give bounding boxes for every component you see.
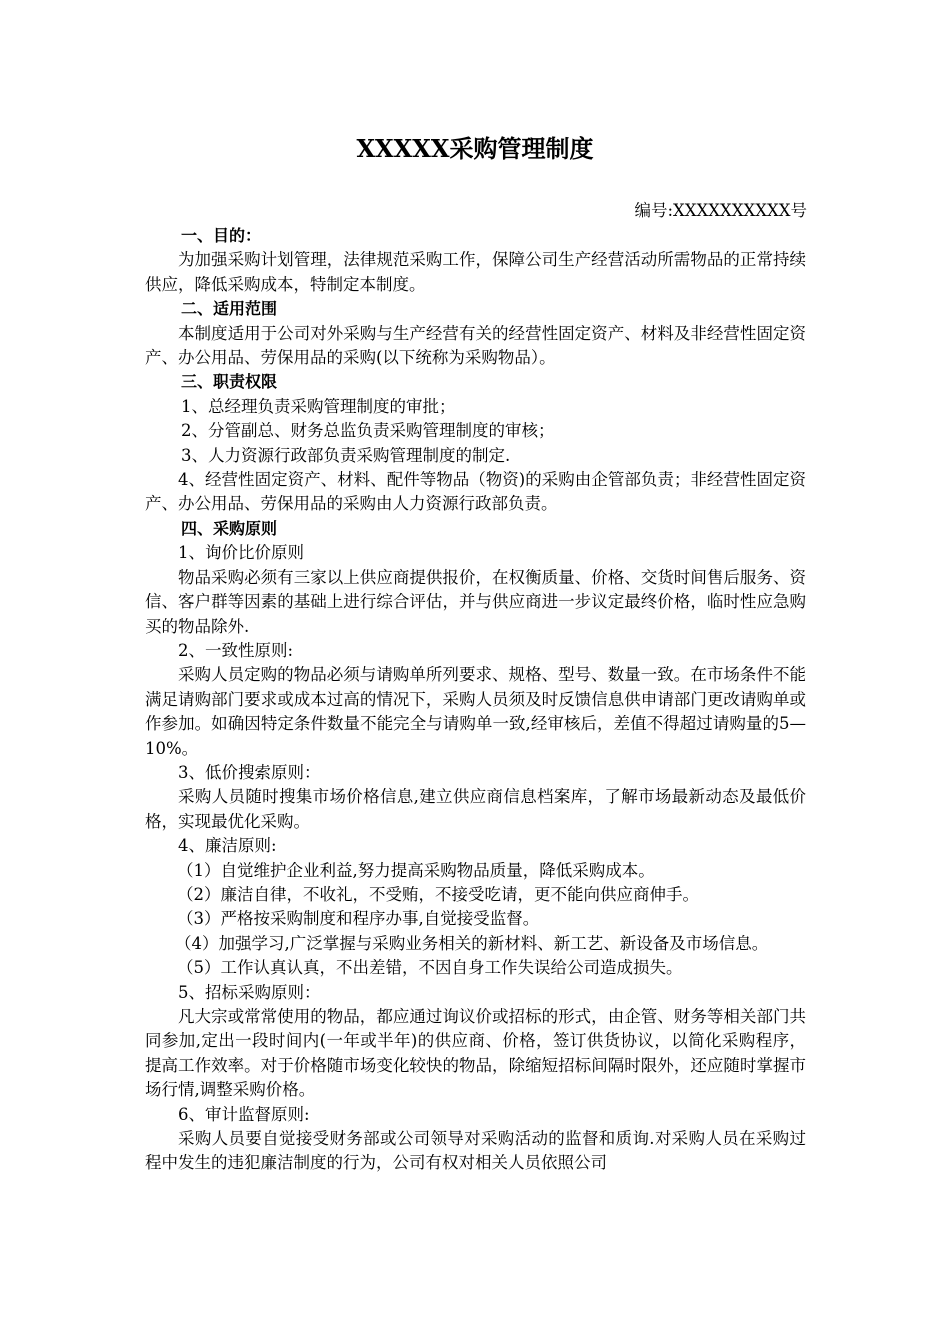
- section-heading-responsibilities: 三、职责权限: [181, 372, 278, 392]
- paragraph: 采购人员定购的物品必须与请购单所列要求、规格、型号、数量一致。在市场条件不能满足请购部门要求或成本过高的情况下，采购人员须及时反馈信息供申请部门更改请购单或作参加。如确因特定条件数量不能完全与请购单一致,经审核后，差值不得超过请购量的5—10%。: [145, 665, 806, 758]
- paragraph: 采购人员要自觉接受财务部或公司领导对采购活动的监督和质询.对采购人员在采购过程中发生的违犯廉洁制度的行为，公司有权对相关人员依照公司: [145, 1129, 806, 1173]
- paragraph: 本制度适用于公司对外采购与生产经营有关的经营性固定资产、材料及非经营性固定资产、办公用品、劳保用品的采购(以下统称为采购物品）。: [145, 323, 806, 368]
- list-item: （1）自觉维护企业利益,努力提高采购物品质量，降低采购成本。: [177, 860, 655, 880]
- section-heading-principles: 四、采购原则: [181, 518, 278, 538]
- subsection-title: 3、低价搜索原则：: [178, 762, 321, 782]
- list-item: （3）严格按采购制度和程序办事,自觉接受监督。: [177, 909, 540, 929]
- subsection-title: 5、招标采购原则：: [178, 982, 321, 1002]
- list-item: 3、人力资源行政部负责采购管理制度的制定.: [181, 445, 511, 465]
- subsection-title: 6、审计监督原则:: [178, 1104, 310, 1124]
- document-title: XXXXX采购管理制度: [356, 134, 594, 163]
- section-heading-scope: 二、适用范围: [181, 299, 278, 319]
- list-item: 1、总经理负责采购管理制度的审批；: [181, 396, 456, 416]
- document-number: 编号:XXXXXXXXXX号: [634, 201, 807, 220]
- list-item: （4）加强学习,广泛掌握与采购业务相关的新材料、新工艺、新设备及市场信息。: [175, 933, 769, 953]
- document-body: [145, 224, 806, 1176]
- list-item: 4、经营性固定资产、材料、配件等物品（物资)的采购由企管部负责；非经营性固定资产、办公用品、劳保用品的采购由人力资源行政部负责。: [145, 470, 806, 514]
- paragraph: 为加强采购计划管理，法律规范采购工作，保障公司生产经营活动所需物品的正常持续供应，降低采购成本，特制定本制度。: [145, 250, 806, 294]
- list-item: 2、分管副总、财务总监负责采购管理制度的审核；: [181, 421, 555, 441]
- list-item: （2）廉洁自律，不收礼，不受贿，不接受吃请，更不能向供应商伸手。: [177, 884, 699, 904]
- list-item: （5）工作认真认真，不出差错，不因自身工作失误给公司造成损失。: [177, 958, 683, 978]
- subsection-title: 4、廉洁原则:: [178, 836, 277, 856]
- paragraph: 采购人员随时搜集市场价格信息,建立供应商信息档案库，了解市场最新动态及最低价格，实现最优化采购。: [145, 787, 806, 831]
- subsection-title: 2、一致性原则:: [178, 640, 294, 660]
- paragraph: 物品采购必须有三家以上供应商提供报价，在权衡质量、价格、交货时间售后服务、资信、客户群等因素的基础上进行综合评估，并与供应商进一步议定最终价格，临时性应急购买的物品除外.: [145, 567, 806, 636]
- paragraph: 凡大宗或常常使用的物品，都应通过询议价或招标的形式，由企管、财务等相关部门共同参加,定出一段时间内(一年或半年)的供应商、价格，签订供货协议，以简化采购程序，提高工作效率。对于价格随市场变化较快的物品，除缩短招标间隔时限外，还应随时掌握市场行情,调整采购价格。: [145, 1007, 806, 1100]
- subsection-title: 1、询价比价原则: [178, 543, 304, 563]
- section-heading-purpose: 一、目的：: [181, 226, 262, 245]
